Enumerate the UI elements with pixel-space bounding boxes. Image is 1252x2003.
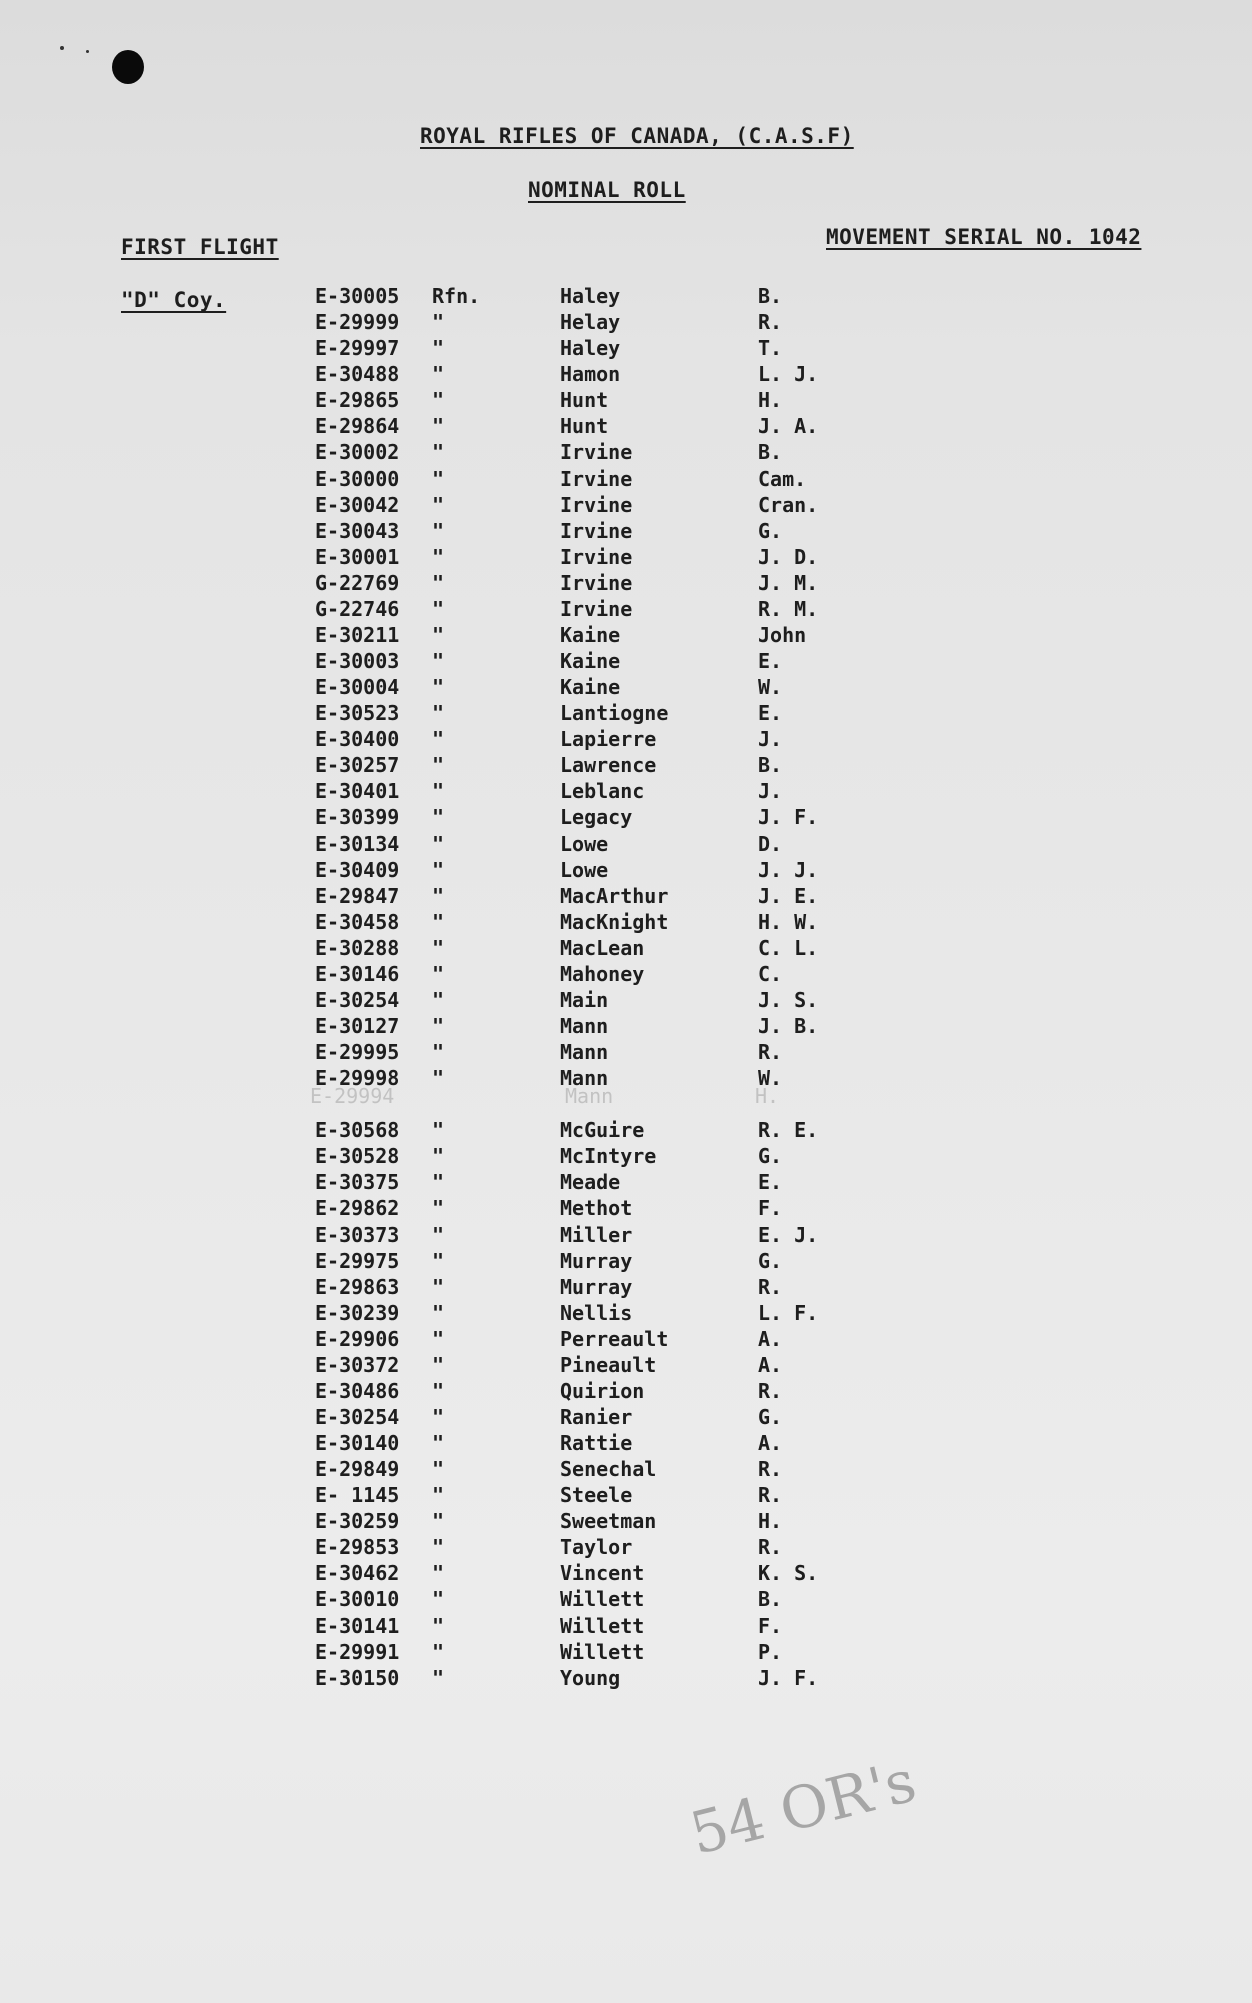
roster-number: E-29906 — [315, 1326, 400, 1351]
roster-initials: R. — [758, 1274, 783, 1299]
roster-number: E-30488 — [315, 362, 400, 387]
roster-number: E-30373 — [315, 1222, 400, 1247]
roster-rank: " — [432, 544, 445, 569]
roster-row — [0, 1560, 1000, 1586]
roster-surname: Irvine — [560, 492, 633, 517]
roster-rank: " — [432, 1587, 445, 1612]
roster-number: E-29991 — [315, 1639, 400, 1664]
roster-initials: E. J. — [758, 1222, 819, 1247]
roster-initials: R. — [758, 1040, 783, 1064]
roster-rank: " — [432, 1639, 445, 1664]
roster-row — [0, 1586, 1000, 1612]
roster-row — [0, 961, 1000, 987]
roster-initials: Cam. — [758, 466, 807, 491]
roster-row — [0, 622, 1000, 648]
roster-number: E-30134 — [315, 831, 400, 856]
roster-surname: Mann — [560, 1040, 609, 1064]
roster-surname: Irvine — [560, 596, 633, 621]
roster-rank: " — [432, 492, 445, 517]
roster-rank: " — [432, 518, 445, 543]
roster-initials: A. — [758, 1352, 783, 1377]
roster-row — [0, 439, 1000, 465]
roster-surname: Willett — [560, 1639, 645, 1664]
struck-entry-initials: H. — [755, 1084, 780, 1108]
roster-initials: B. — [758, 753, 783, 778]
roster-number: E-30003 — [315, 649, 400, 673]
roster-surname: Taylor — [560, 1535, 633, 1560]
roster-rank: " — [432, 1300, 445, 1325]
roster-surname: Lowe — [560, 857, 609, 882]
roster-surname: McIntyre — [560, 1144, 657, 1169]
roster-initials: J. F. — [758, 805, 819, 830]
roster-number: E-29864 — [315, 414, 400, 439]
roster-row — [0, 1665, 1000, 1691]
roster-number: E-30000 — [315, 466, 400, 491]
roster-row — [0, 492, 1000, 518]
roster-initials: E. — [758, 701, 783, 726]
roster-initials: K. S. — [758, 1561, 819, 1586]
roster-row — [0, 1482, 1000, 1508]
roster-initials: L. F. — [758, 1300, 819, 1325]
roster-rank: " — [432, 1483, 445, 1508]
roster-surname: Irvine — [560, 518, 633, 543]
roster-row — [0, 648, 1000, 674]
roster-row — [0, 1352, 1000, 1378]
roster-rank: " — [432, 1144, 445, 1169]
roster-initials: G. — [758, 1248, 783, 1273]
roster-row — [0, 1274, 1000, 1300]
roster-row — [0, 413, 1000, 439]
roster-rank: " — [432, 961, 445, 986]
roster-surname: Nellis — [560, 1300, 633, 1325]
document-title: ROYAL RIFLES OF CANADA, (C.A.S.F) — [420, 124, 854, 148]
roster-number: E-30372 — [315, 1352, 400, 1377]
struck-entry-number: E-29994 — [310, 1084, 395, 1108]
document-subtitle: NOMINAL ROLL — [528, 178, 686, 202]
flight-label: FIRST FLIGHT — [121, 235, 279, 259]
roster-number: E-30259 — [315, 1509, 400, 1534]
roster-number: E-30528 — [315, 1144, 400, 1169]
roster-rank: " — [432, 466, 445, 491]
roster-rank: " — [432, 310, 445, 335]
roster-number: E-29995 — [315, 1040, 400, 1064]
roster-initials: H. — [758, 1509, 783, 1534]
roster-row — [0, 1534, 1000, 1560]
roster-rank: " — [432, 1248, 445, 1273]
roster-initials: R. — [758, 1483, 783, 1508]
roster-number: E-30257 — [315, 753, 400, 778]
roster-surname: Hunt — [560, 388, 609, 413]
roster-surname: Helay — [560, 310, 621, 335]
roster-row — [0, 1013, 1000, 1039]
roster-row — [0, 883, 1000, 909]
roster-row — [0, 1430, 1000, 1456]
roster-number: E-30486 — [315, 1378, 400, 1403]
roster-rank: " — [432, 1561, 445, 1586]
roster-initials: E. — [758, 649, 783, 673]
roster-initials: R. E. — [758, 1118, 819, 1143]
roster-initials: J. — [758, 727, 783, 752]
roster-initials: P. — [758, 1639, 783, 1664]
roster-rank: " — [432, 1431, 445, 1455]
roster-initials: D. — [758, 831, 783, 856]
roster-surname: Mann — [560, 1066, 609, 1091]
roster-rank: " — [432, 336, 445, 361]
roster-initials: A. — [758, 1431, 783, 1455]
roster-surname: Lantiogne — [560, 701, 669, 726]
roster-rank: " — [432, 831, 445, 856]
roster-surname: MacArthur — [560, 883, 669, 908]
roster-row — [0, 466, 1000, 492]
roster-number: G-22769 — [315, 570, 400, 595]
roster-surname: Meade — [560, 1170, 621, 1195]
roster-number: E-29865 — [315, 388, 400, 413]
roster-rank: " — [432, 1404, 445, 1429]
roster-rank: " — [432, 388, 445, 413]
roster-row — [0, 1117, 1000, 1143]
roster-initials: L. J. — [758, 362, 819, 387]
roster-initials: J. J. — [758, 857, 819, 882]
roster-rank: " — [432, 596, 445, 621]
roster-surname: Leblanc — [560, 779, 645, 804]
roster-number: E-30375 — [315, 1170, 400, 1195]
roster-rank: " — [432, 909, 445, 934]
roster-rank: " — [432, 1040, 445, 1064]
roster-row — [0, 831, 1000, 857]
roster-surname: Kaine — [560, 649, 621, 673]
struck-entry — [310, 1083, 910, 1109]
roster-rank: " — [432, 935, 445, 960]
roster-initials: F. — [758, 1196, 783, 1221]
roster-surname: Kaine — [560, 675, 621, 699]
roster-number: E-30005 — [315, 284, 400, 308]
roster-initials: H. W. — [758, 909, 819, 934]
roster-initials: C. L. — [758, 935, 819, 960]
roster-number: E-30042 — [315, 492, 400, 517]
roster-rank: " — [432, 1170, 445, 1195]
roster-initials: E. — [758, 1170, 783, 1195]
roster-initials: B. — [758, 284, 783, 308]
roster-row — [0, 752, 1000, 778]
roster-initials: A. — [758, 1326, 783, 1351]
roster-row — [0, 570, 1000, 596]
roster-initials: J. B. — [758, 1014, 819, 1038]
roster-rank: " — [432, 1509, 445, 1534]
roster-rank: " — [432, 1014, 445, 1038]
roster-initials: G. — [758, 1144, 783, 1169]
roster-number: E-30140 — [315, 1431, 400, 1455]
roster-number: E-30458 — [315, 909, 400, 934]
roster-surname: Legacy — [560, 805, 633, 830]
roster-rank: " — [432, 1535, 445, 1560]
roster-initials: J. S. — [758, 987, 819, 1012]
roster-row — [0, 1195, 1000, 1221]
roster-surname: Sweetman — [560, 1509, 657, 1534]
roster-surname: Irvine — [560, 440, 633, 465]
roster-initials: Cran. — [758, 492, 819, 517]
roster-initials: W. — [758, 675, 783, 699]
roster-number: E-30409 — [315, 857, 400, 882]
roster-surname: Miller — [560, 1222, 633, 1247]
roster-number: E-29862 — [315, 1196, 400, 1221]
roster-surname: Pineault — [560, 1352, 657, 1377]
roster-row — [0, 804, 1000, 830]
roster-row — [0, 1613, 1000, 1639]
roster-row — [0, 1639, 1000, 1665]
roster-row — [0, 857, 1000, 883]
roster-number: E- 1145 — [315, 1483, 400, 1508]
roster-initials: F. — [758, 1613, 783, 1638]
roster-initials: J. F. — [758, 1665, 819, 1690]
roster-number: E-30400 — [315, 727, 400, 752]
roster-rank: " — [432, 649, 445, 673]
roster-rank: " — [432, 440, 445, 465]
roster-surname: Perreault — [560, 1326, 669, 1351]
roster-number: E-29999 — [315, 310, 400, 335]
roster-rank: " — [432, 1222, 445, 1247]
roster-initials: R. M. — [758, 596, 819, 621]
roster-surname: Methot — [560, 1196, 633, 1221]
roster-row — [0, 1169, 1000, 1195]
roster-initials: W. — [758, 1066, 783, 1091]
roster-initials: H. — [758, 388, 783, 413]
roster-initials: J. M. — [758, 570, 819, 595]
roster-row — [0, 700, 1000, 726]
roster-number: E-30399 — [315, 805, 400, 830]
roster-surname: Kaine — [560, 622, 621, 647]
roster-surname: Hunt — [560, 414, 609, 439]
roster-number: E-29975 — [315, 1248, 400, 1273]
roster-surname: Steele — [560, 1483, 633, 1508]
roster-surname: Senechal — [560, 1457, 657, 1482]
roster-initials: T. — [758, 336, 783, 361]
roster-number: E-29849 — [315, 1457, 400, 1482]
roster-initials: C. — [758, 961, 783, 986]
roster-number: E-30462 — [315, 1561, 400, 1586]
roster-row — [0, 1456, 1000, 1482]
roster-surname: Irvine — [560, 544, 633, 569]
roster-rank: " — [432, 1118, 445, 1143]
roster-row — [0, 726, 1000, 752]
roster-number: E-30239 — [315, 1300, 400, 1325]
roster-surname: McGuire — [560, 1118, 645, 1143]
roster-surname: Murray — [560, 1248, 633, 1273]
roster-rank: " — [432, 622, 445, 647]
roster-surname: MacLean — [560, 935, 645, 960]
roster-surname: Ranier — [560, 1404, 633, 1429]
roster-surname: Lowe — [560, 831, 609, 856]
roster-surname: Quirion — [560, 1378, 645, 1403]
roster-surname: Rattie — [560, 1431, 633, 1455]
pencil-annotation: 54 OR's — [683, 1746, 923, 1868]
roster-row — [0, 1143, 1000, 1169]
roster-number: G-22746 — [315, 596, 400, 621]
roster-initials: B. — [758, 1587, 783, 1612]
roster-row — [0, 518, 1000, 544]
roster-initials: R. — [758, 1378, 783, 1403]
roster-row — [0, 1326, 1000, 1352]
roster-row — [0, 987, 1000, 1013]
roster-initials: R. — [758, 310, 783, 335]
roster-rank: " — [432, 779, 445, 804]
roster-rank: " — [432, 362, 445, 387]
roster-initials: R. — [758, 1535, 783, 1560]
roster-rank: " — [432, 1196, 445, 1221]
roster-number: E-30288 — [315, 935, 400, 960]
roster-rank: " — [432, 675, 445, 699]
roster-surname: Mahoney — [560, 961, 645, 986]
roster-surname: Hamon — [560, 362, 621, 387]
roster-number: E-30254 — [315, 1404, 400, 1429]
roster-initials: J. A. — [758, 414, 819, 439]
roster-surname: Haley — [560, 336, 621, 361]
roster-surname: Murray — [560, 1274, 633, 1299]
roster-row — [0, 778, 1000, 804]
roster-number: E-30002 — [315, 440, 400, 465]
roster-initials: G. — [758, 1404, 783, 1429]
roster-row — [0, 283, 1000, 309]
roster-row — [0, 361, 1000, 387]
roster-rank: " — [432, 1613, 445, 1638]
roster-rank: " — [432, 857, 445, 882]
roster-rank: " — [432, 727, 445, 752]
roster-rank: " — [432, 1457, 445, 1482]
roster-initials: R. — [758, 1457, 783, 1482]
roster-row — [0, 1300, 1000, 1326]
roster-surname: Willett — [560, 1587, 645, 1612]
roster-initials: J. D. — [758, 544, 819, 569]
roster-rank: " — [432, 805, 445, 830]
roster-surname: Irvine — [560, 570, 633, 595]
roster-row — [0, 674, 1000, 700]
roster-rank: " — [432, 1352, 445, 1377]
roster-number: E-30150 — [315, 1665, 400, 1690]
roster-number: E-30211 — [315, 622, 400, 647]
roster-number: E-29847 — [315, 883, 400, 908]
roster-row — [0, 1222, 1000, 1248]
roster-number: E-29998 — [315, 1066, 400, 1091]
struck-entry-surname: Mann — [565, 1084, 614, 1108]
roster-surname: Willett — [560, 1613, 645, 1638]
roster-surname: Main — [560, 987, 609, 1012]
roster-row — [0, 1039, 1000, 1065]
roster-rank: " — [432, 1274, 445, 1299]
roster-row — [0, 1378, 1000, 1404]
roster-rank: " — [432, 1066, 445, 1091]
roster-initials: J. — [758, 779, 783, 804]
roster-row — [0, 387, 1000, 413]
roster-number: E-30001 — [315, 544, 400, 569]
roster-row — [0, 1404, 1000, 1430]
roster-row — [0, 1508, 1000, 1534]
roster-surname: Lapierre — [560, 727, 657, 752]
roster-row — [0, 596, 1000, 622]
roster-rank: " — [432, 987, 445, 1012]
company-label: "D" Coy. — [121, 288, 227, 312]
roster-number: E-30523 — [315, 701, 400, 726]
roster-rank: " — [432, 570, 445, 595]
roster-rank: " — [432, 1665, 445, 1690]
roster-number: E-30127 — [315, 1014, 400, 1038]
roster-number: E-30010 — [315, 1587, 400, 1612]
roster-number: E-30568 — [315, 1118, 400, 1143]
movement-serial: MOVEMENT SERIAL NO. 1042 — [826, 225, 1142, 249]
roster-row — [0, 909, 1000, 935]
roster-surname: Haley — [560, 284, 621, 308]
roster-row — [0, 935, 1000, 961]
roster-surname: Young — [560, 1665, 621, 1690]
roster-number: E-30146 — [315, 961, 400, 986]
roster-initials: B. — [758, 440, 783, 465]
roster-row — [0, 1248, 1000, 1274]
roster-number: E-30254 — [315, 987, 400, 1012]
roster-number: E-30401 — [315, 779, 400, 804]
roster-initials: John — [758, 622, 807, 647]
roster-row — [0, 309, 1000, 335]
roster-rank: Rfn. — [432, 284, 481, 308]
roster-surname: Vincent — [560, 1561, 645, 1586]
roster-initials: G. — [758, 518, 783, 543]
roster-number: E-30004 — [315, 675, 400, 699]
roster-row — [0, 544, 1000, 570]
roster-surname: Irvine — [560, 466, 633, 491]
roster-surname: Mann — [560, 1014, 609, 1038]
roster-number: E-29997 — [315, 336, 400, 361]
roster-surname: Lawrence — [560, 753, 657, 778]
roster-rank: " — [432, 414, 445, 439]
roster-number: E-30141 — [315, 1613, 400, 1638]
roster-rank: " — [432, 1326, 445, 1351]
roster-initials: J. E. — [758, 883, 819, 908]
roster-number: E-29863 — [315, 1274, 400, 1299]
roster-number: E-30043 — [315, 518, 400, 543]
roster-rank: " — [432, 701, 445, 726]
roster-number: E-29853 — [315, 1535, 400, 1560]
roster-rank: " — [432, 883, 445, 908]
roster-row — [0, 335, 1000, 361]
roster-rank: " — [432, 1378, 445, 1403]
roster-rank: " — [432, 753, 445, 778]
roster-surname: MacKnight — [560, 909, 669, 934]
